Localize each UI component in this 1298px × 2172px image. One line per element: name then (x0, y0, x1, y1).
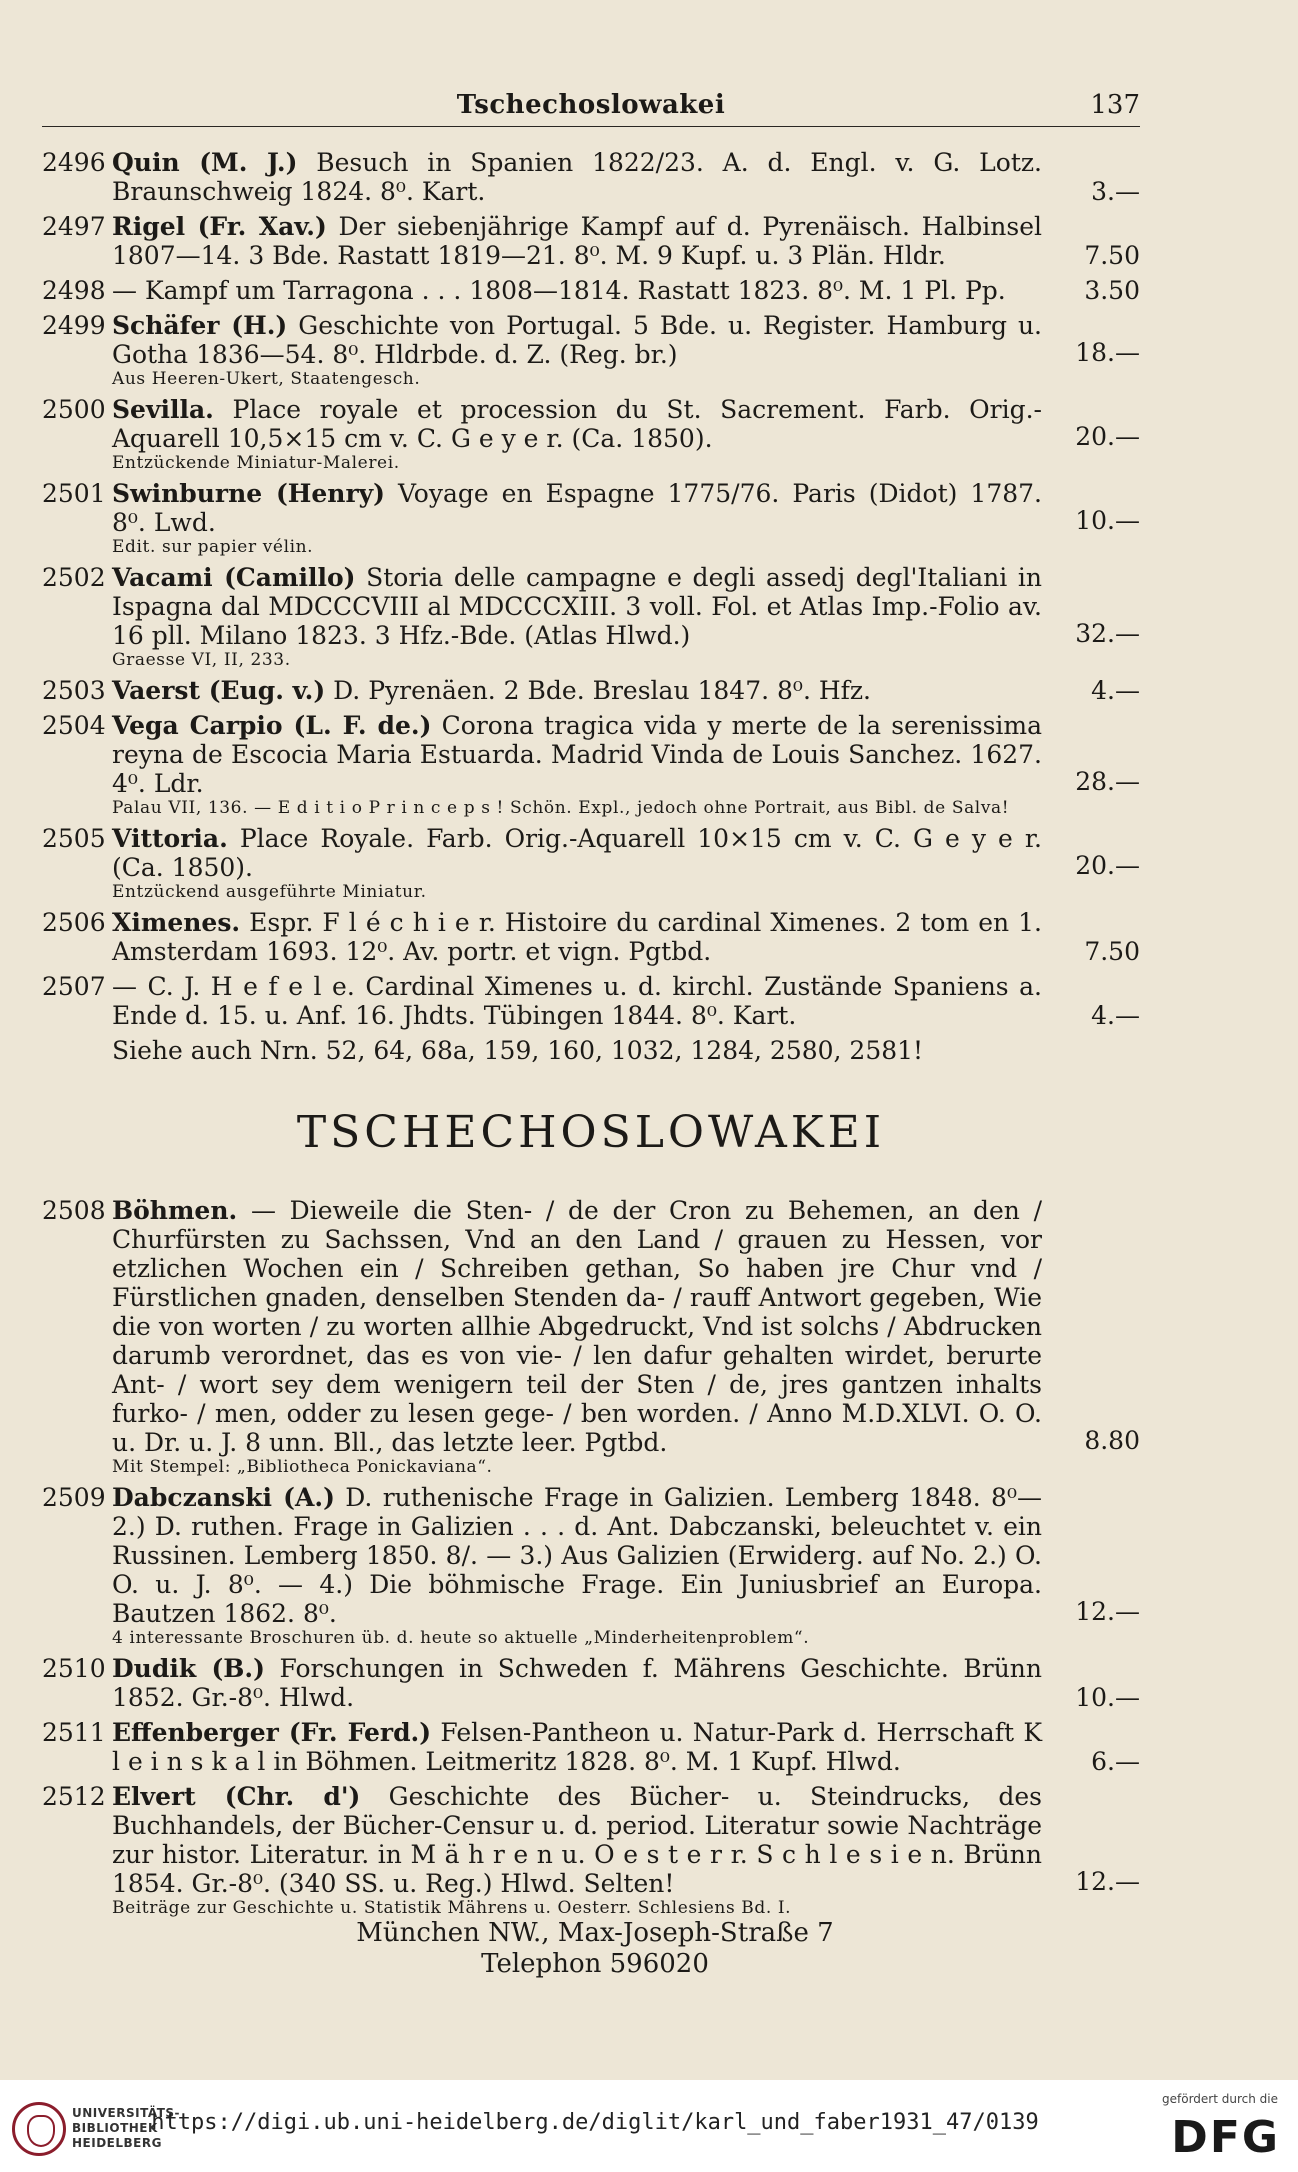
entry-author: Sevilla. (112, 395, 214, 424)
entry-description (112, 563, 1042, 650)
entry-note: Edit. sur papier vélin. (112, 537, 314, 557)
viewer-bottom-bar (0, 2080, 1298, 2172)
entry-price: 10.— (1075, 1683, 1140, 1712)
entry-price: 10.— (1075, 506, 1140, 535)
library-name-line: HEIDELBERG (72, 2136, 162, 2150)
catalog-entry (42, 148, 1140, 206)
entry-author: Quin (M. J.) (112, 148, 298, 177)
catalog-entry (42, 1782, 1140, 1918)
entry-author: Vittoria. (112, 824, 228, 853)
see-also: Siehe auch Nrn. 52, 64, 68a, 159, 160, 1032, 1284, 2580, 2581! (112, 1036, 924, 1065)
entry-description (112, 676, 1042, 705)
entry-description (112, 311, 1042, 369)
entry-price: 7.50 (1084, 241, 1140, 270)
entry-description (112, 148, 1042, 206)
entry-author: Schäfer (H.) (112, 311, 288, 340)
entry-text: Place Royale. Farb. Orig.-Aquarell 10×15 cm v. C. G e y e r. (Ca. 1850). (112, 824, 1042, 882)
catalog-entry (42, 395, 1140, 473)
entries-container (42, 148, 1140, 1924)
page-number: 137 (1090, 90, 1140, 120)
entry-author: Vaerst (Eug. v.) (112, 676, 326, 705)
catalog-entry (42, 212, 1140, 270)
catalog-entry (42, 1718, 1140, 1776)
entry-price: 8.80 (1084, 1426, 1140, 1455)
entry-text: Place royale et procession du St. Sacrement. Farb. Orig.-Aquarell 10,5×15 cm v. C. G e y e r. (Ca. 1850). (112, 395, 1042, 453)
entries-spain (42, 148, 1140, 1030)
entry-description (112, 212, 1042, 270)
entry-author: Dudik (B.) (112, 1654, 265, 1683)
entry-number: 2508 (42, 1196, 106, 1225)
entry-description (112, 1782, 1042, 1898)
dfg-logo[interactable]: DFG (1171, 2112, 1280, 2163)
entry-price: 3.50 (1084, 276, 1140, 305)
entry-text: Geschichte von Portugal. 5 Bde. u. Register. Hamburg u. Gotha 1836—54. 8⁰. Hldrbde. d. Z. (Reg. br.) (112, 311, 1042, 369)
entry-note: Mit Stempel: „Bibliotheca Ponickaviana“. (112, 1457, 493, 1477)
entry-number: 2506 (42, 908, 106, 937)
funded-by-label: gefördert durch die (1162, 2092, 1278, 2106)
entry-note: Entzückende Miniatur-Malerei. (112, 453, 400, 473)
page-header (42, 90, 1140, 127)
catalog-entry (42, 972, 1140, 1030)
entry-description (112, 1196, 1042, 1457)
entry-note: Beiträge zur Geschichte u. Statistik Mährens u. Oesterr. Schlesiens Bd. I. (112, 1898, 792, 1918)
entry-description (112, 972, 1042, 1030)
entry-author: Vacami (Camillo) (112, 563, 356, 592)
entry-note: Aus Heeren-Ukert, Staatengesch. (112, 369, 421, 389)
entry-price: 18.— (1075, 338, 1140, 367)
entry-author: Effenberger (Fr. Ferd.) (112, 1718, 432, 1747)
entry-description (112, 1483, 1042, 1628)
running-title: Tschechoslowakei (456, 90, 726, 120)
entry-text: Espr. F l é c h i e r. Histoire du cardinal Ximenes. 2 tom en 1. Amsterdam 1693. 12⁰. Av. portr. et vign. Pgtbd. (112, 908, 1042, 966)
entry-text: Voyage en Espagne 1775/76. Paris (Didot) 1787. 8⁰. Lwd. (112, 479, 1042, 537)
entry-number: 2507 (42, 972, 106, 1001)
entry-price: 3.— (1091, 177, 1140, 206)
catalog-entry (42, 563, 1140, 670)
entry-price: 12.— (1075, 1597, 1140, 1626)
entry-text: — Kampf um Tarragona . . . 1808—1814. Rastatt 1823. 8⁰. M. 1 Pl. Pp. (112, 276, 1006, 305)
entry-text: D. Pyrenäen. 2 Bde. Breslau 1847. 8⁰. Hfz. (325, 676, 872, 705)
catalog-entry (42, 311, 1140, 389)
entry-description (112, 276, 1042, 305)
entry-note: Palau VII, 136. — E d i t i o P r i n c e p s ! Schön. Expl., jedoch ohne Portrait, aus Bibl. de Salva! (112, 798, 1010, 818)
catalog-entry (42, 276, 1140, 305)
entry-price: 32.— (1075, 619, 1140, 648)
entry-description (112, 395, 1042, 453)
entry-price: 20.— (1075, 851, 1140, 880)
address-line: München NW., Max-Joseph-Straße 7 (356, 1918, 834, 1948)
entry-number: 2501 (42, 479, 106, 508)
entry-author: Böhmen. (112, 1196, 238, 1225)
entry-text: Der siebenjährige Kampf auf d. Pyrenäisch. Halbinsel 1807—14. 3 Bde. Rastatt 1819—21. 8⁰. M. 9 Kupf. u. 3 Plän. Hldr. (112, 212, 1042, 270)
entry-price: 4.— (1091, 676, 1140, 705)
entry-number: 2498 (42, 276, 106, 305)
footer-address (0, 1918, 1190, 1980)
entry-description (112, 1654, 1042, 1712)
entry-price: 28.— (1075, 767, 1140, 796)
entry-description (112, 1718, 1042, 1776)
catalog-entry (42, 1196, 1140, 1477)
entry-author: Vega Carpio (L. F. de.) (112, 711, 432, 740)
entry-number: 2512 (42, 1782, 106, 1811)
entry-price: 12.— (1075, 1867, 1140, 1896)
catalog-entry (42, 1654, 1140, 1712)
entry-author: Elvert (Chr. d') (112, 1782, 361, 1811)
entry-author: Swinburne (Henry) (112, 479, 385, 508)
entry-number: 2496 (42, 148, 106, 177)
entry-number: 2509 (42, 1483, 106, 1512)
entry-text: — C. J. H e f e l e. Cardinal Ximenes u. d. kirchl. Zustände Spaniens a. Ende d. 15. u. Anf. 16. Jhdts. Tübingen 1844. 8⁰. Kart. (112, 972, 1042, 1030)
entry-text: Besuch in Spanien 1822/23. A. d. Engl. v. G. Lotz. Braunschweig 1824. 8⁰. Kart. (112, 148, 1042, 206)
entry-price: 6.— (1091, 1747, 1140, 1776)
entry-description (112, 908, 1042, 966)
library-name-line: BIBLIOTHEK (72, 2121, 158, 2135)
entry-number: 2505 (42, 824, 106, 853)
entry-number: 2503 (42, 676, 106, 705)
entry-text: Felsen-Pantheon u. Natur-Park d. Herrschaft K l e i n s k a l in Böhmen. Leitmeritz 1828. 8⁰. M. 1 Kupf. Hlwd. (112, 1718, 1042, 1776)
entry-text: Corona tragica vida y merte de la serenissima reyna de Escocia Maria Estuarda. Madrid Vinda de Louis Sanchez. 1627. 4⁰. Ldr. (112, 711, 1043, 798)
library-name-line: UNIVERSITÄTS- (72, 2106, 181, 2120)
entry-number: 2510 (42, 1654, 106, 1683)
entry-author: Dabczanski (A.) (112, 1483, 335, 1512)
entry-text: Storia delle campagne e degli assedj degl'Italiani in Ispagna dal MDCCCVIII al MDCCCXIII. 3 voll. Fol. et Atlas Imp.-Folio av. 16 pll. Milano 1823. 3 Hfz.-Bde. (Atlas Hlwd.) (112, 563, 1042, 650)
entry-description (112, 711, 1042, 798)
entry-text: D. ruthenische Frage in Galizien. Lemberg 1848. 8⁰— 2.) D. ruthen. Frage in Galizien . . . d. Ant. Dabczanski, beleuchtet v. ein Russinen. Lemberg 1850. 8/. — 3.) Aus Galizien (Erwiderg. auf No. 2.) O. O. u. J. 8⁰. — 4.) Die böhmische Frage. Ein Juniusbrief an Europa. Bautzen 1862. 8⁰. (112, 1483, 1042, 1628)
entry-author: Rigel (Fr. Xav.) (112, 212, 327, 241)
catalog-entry (42, 711, 1140, 818)
entry-number: 2504 (42, 711, 106, 740)
entry-price: 4.— (1091, 1001, 1140, 1030)
entry-number: 2502 (42, 563, 106, 592)
entry-text: Forschungen in Schweden f. Mährens Geschichte. Brünn 1852. Gr.-8⁰. Hlwd. (112, 1654, 1042, 1712)
catalog-entry (42, 824, 1140, 902)
entry-description (112, 479, 1042, 537)
entry-note: Entzückend ausgeführte Miniatur. (112, 882, 427, 902)
catalog-entry (42, 908, 1140, 966)
entry-note: Graesse VI, II, 233. (112, 650, 291, 670)
catalog-entry (42, 676, 1140, 705)
entry-price: 7.50 (1084, 937, 1140, 966)
catalog-entry (42, 1483, 1140, 1648)
entry-description (112, 824, 1042, 882)
entries-czechoslovakia (42, 1196, 1140, 1918)
catalog-entry (42, 479, 1140, 557)
entry-author: Ximenes. (112, 908, 241, 937)
entry-number: 2499 (42, 311, 106, 340)
section-title: TSCHECHOSLOWAKEI (296, 1107, 886, 1158)
entry-number: 2511 (42, 1718, 106, 1747)
entry-text: Geschichte des Bücher- u. Steindrucks, des Buchhandels, der Bücher-Censur u. d. period. Literatur sowie Nachträge zur histor. Literatur. in M ä h r e n u. O e s t e r r. S c h l e s i e n. Brünn 1854. Gr.-8⁰. (340 SS. u. Reg.) Hlwd. Selten! (112, 1782, 1042, 1898)
telephone-line: Telephon 596020 (481, 1949, 709, 1979)
entry-price: 20.— (1075, 422, 1140, 451)
entry-number: 2497 (42, 212, 106, 241)
entry-number: 2500 (42, 395, 106, 424)
permalink-url[interactable]: https://digi.ub.uni-heidelberg.de/diglit/karl_und_faber1931_47/0139 (151, 2110, 1039, 2135)
entry-text: — Dieweile die Sten- / de der Cron zu Behemen, an den / Churfürsten zu Sachssen, Vnd an den Land / grauen zu Hessen, vor etzlichen Wochen ein / Schreiben gethan, So haben jre Chur vnd / Fürstlichen gnaden, denselben Stenden da- / rauff Antwort gegeben, Wie die von worten / zu worten allhie Abgedruckt, Vnd ist solchs / Abdrucken darumb verordnet, das es von vie- / len dafur gehalten wirdet, berurte Ant- / wort sey dem wenigern teil der Sten / de, jres gantzen inhalts furko- / men, odder zu lesen gege- / ben worden. / Anno M.D.XLVI. O. O. u. Dr. u. J. 8 unn. Bll., das letzte leer. Pgtbd. (112, 1196, 1042, 1457)
entry-note: 4 interessante Broschuren üb. d. heute so aktuelle „Minderheitenproblem“. (112, 1628, 810, 1648)
